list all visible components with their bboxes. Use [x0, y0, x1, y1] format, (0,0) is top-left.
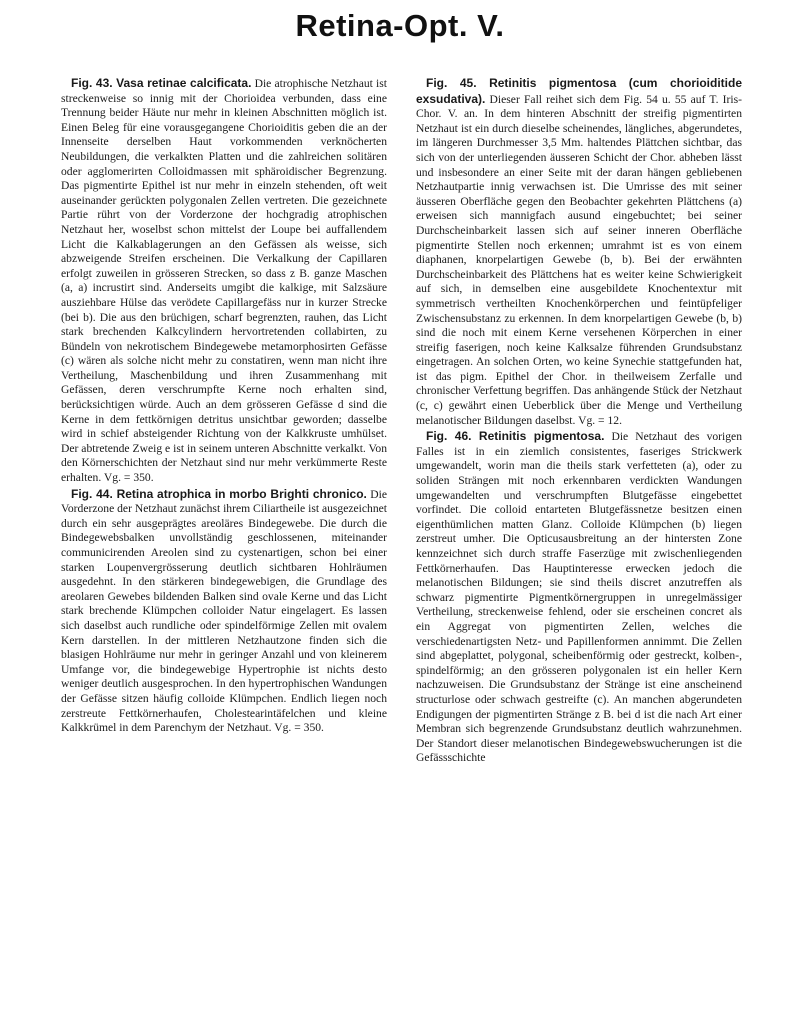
left-column — [61, 76, 387, 737]
right-column — [416, 76, 742, 767]
section-fig-44 — [61, 487, 387, 736]
figure-heading: Fig. 43. Vasa retinae calcificata. — [71, 76, 252, 90]
figure-heading: Fig. 44. Retina atrophica in morbo Brighti chronico. — [71, 486, 367, 501]
figure-heading: Fig. 46. Retinitis pigmentosa. — [426, 429, 605, 444]
figure-text: Dieser Fall reihet sich dem Fig. 54 u. 55 auf T. Iris-Chor. V. an. In dem hinteren Abschnitt der streifig pigmentirten Netzhaut ist ein durch dieselbe scheinendes, längliches, abgerundetes, im längeren Durchmesser 3,5 Mm. haltendes Plättchen sichtbar, das sich von der unterliegenden äusseren Schicht der Chor. abheben lässt und insbesondere an einer Seite mit der daran hängen gebliebenen Netzhautpartie innig verwachsen ist. Die Umrisse des mit seiner äusseren Oberfläche gegen den Beobachter gekehrten Plättchens (a) erweisen sich mannigfach ausund eingebuchtet; bei seiner Durchscheinbarkeit lassen sich auf seiner inneren Oberfläche pigmentirte Stellen noch erkennen; umrahmt ist es von einem diaphanen, knorpelartigen Gewebe (b, b). Bei der erwähnten Durchscheinbarkeit des Plättchens hat es weiter keine Schwierigkeit auf sich, in demselben eine ausgebildete Knochentextur mit symmetrisch vertheilten Knochenkörperchen und feintüpfeliger Zwischensubstanz zu erkennen. In dem knorpelartigen Gewebe (b, b) sind die noch mit einem Kerne versehenen Körperchen in einer streifig faserigen, noch keine Kalksalze führenden Grundsubstanz eingetragen. An solchen Orten, wo keine Synechie stattgefunden hat, ist das pigm. Epithel der Chor. in theilweisem Zerfalle und chronischer Verfettung begriffen. Das anhängende Stück der Netzhaut (c, c) gewährt einen Ueberblick über die Menge und Vertheilung melanotischer Bildungen daselbst. Vg. = 12. — [416, 92, 742, 427]
section-fig-43 — [61, 76, 387, 486]
figure-text: Die Netzhaut des vorigen Falles ist in ein ziemlich consistentes, faseriges Strickwerk umgewandelt, worin man die theils stark verfetteten (a), oder zu soliden Strängen mit noch erkennbaren verdickten Wandungen umgewandelten und verschrumpften Blutgefässe eingebettet vorfindet. Die colloid entarteten Blutgefässnetze besitzen einen eigenthümlichen matten Glanz. Colloide Klümpchen (b) liegen zerstreut umher. Die Opticusausbreitung an der hintersten Zone kennzeichnet sich durch straffe Faserzüge mit zwischenliegenden Fettkörnerhaufen. Das Hauptinteresse erwecken jedoch die melanotischen Bildungen; sie sind theils discret anzutreffen als schwarz pigmentirte Pigmentkörnergruppen in unregelmässiger Vertheilung, streckenweise fehlend, oder sie erscheinen concret als ein Aggregat von pigmentirten Zellen, welches die verschiedenartigsten Netz- und Papillenformen annimmt. Die Zellen sind abgeplattet, polygonal, scheibenförmig oder gestreckt, kolben-, spindelförmig; an den grösseren polygonalen ist ein heller Kern nachzuweisen. Die Grundsubstanz der Stränge ist eine anscheinend structurlose oder schwach gestreifte (c). An manchen abgerundeten Endigungen der pigmentirten Stränge z B. bei d ist die nach Art einer Membran sich begrenzende Grundsubstanz deutlich wahrzunehmen. Der Standort dieser melanotischen Bindegewebswucherungen ist die Gefässschichte — [416, 430, 742, 765]
figure-text: Die Vorderzone der Netzhaut zunächst ihrem Ciliartheile ist ausgezeichnet durch ein sehr ausgeprägtes areoläres Bindegewebe. Die durch die Bindegewebsbalken unvollständig geschlossenen, miteinander communicirenden Areolen sind zu cystenartigen, schon bei einer starken Loupenvergrösserung deutlich sichtbaren Hohlräumen ausgedehnt. In den stärkeren bindegewebigen, die Grundlage des areolaren Gewebes bildenden Balken sind ovale Kerne und das Licht stark brechende Klümpchen colloider Natur eingelagert. Es lassen sich daselbst auch rundliche oder spindelförmige Zellen mit ovalem Kern darstellen. In der mittleren Netzhautzone finden sich die blasigen Hohlräume nur mehr in geringer Anzahl und von kleinerem Umfange vor, die bindegewebige Hypertrophie ist nichts desto weniger deutlich ausgesprochen. In den hypertrophischen Wandungen der Gefässe sitzen häufig colloide Klümpchen. Endlich liegen noch zerstreute Fettkörnerhaufen, Cholestearintäfelchen und kleine Kalkkrümel in dem Parenchym der Netzhaut. Vg. = 350. — [61, 487, 387, 735]
section-fig-46 — [416, 429, 742, 766]
section-fig-45 — [416, 76, 742, 428]
figure-heading: Fig. 45. Retinitis pigmentosa (cum chorioiditide exsudativa). — [416, 76, 742, 106]
page-title: Retina-Opt. V. — [295, 8, 505, 43]
figure-text: Die atrophische Netzhaut ist streckenweise so innig mit der Chorioidea verbunden, dass eine Trennung beider Häute nur mehr in kleinen Abschnitten möglich ist. Einen Beleg für eine vorausgegangene Chorioiditis geben die an der Innenseite derselben Haut vorkommenden verknöcherten Neubildungen, die verkalkten Platten und die zahlreichen solitären oder agglomerirten Colloidmassen mit sphäroidischer Begrenzung. Das pigmentirte Epithel ist nur mehr in einzeln stehenden, oft weit auseinander gerückten polygonalen Zellen vertreten. Die gezeichnete Partie rührt von der Vorderzone der hochgradig atrophischen Netzhaut her, woselbst schon mittelst der Loupe bei auffallendem Licht die Kalkablagerungen an den Gefässen als weisse, sich abzweigende Streifen erscheinen. Die Verkalkung der Capillaren erfolgt zuweilen in grösseren Strecken, so dass z B. ganze Maschen (a, a) incrustirt sind. Anderseits umgibt die kalkige, mit Salzsäure ausziehbare Hülse das verödete Capillargefäss nur in kurzer Strecke (bei b). Die aus den brüchigen, scharf begrenzten, rauhen, das Licht stark brechenden Kalkcylindern hervortretenden collabirten, zu Bündeln von nekrotischem Bindegewebe metamorphosirten Gefässe (c) wären als solche nicht mehr zu constatiren, wenn man nicht ihre Vertheilung, Maschenbildung und ihren Zusammenhang mit Gefässen, deren verschrumpfte Kerne noch erhalten sind, berücksichtigen würde. Auch an dem grösseren Gefässe d sind die Kerne in dem fettkörnigen detritus unsichtbar geworden; dasselbe wird in schief absteigender Richtung von der Kalkkruste umhülset. Der abtretende Zweig e ist in seinem unteren Abschnitte verkalkt. Von den Körnerschichten der Netzhaut sind nur mehr verkümmerte Reste erhalten. Vg. = 350. — [61, 77, 387, 485]
